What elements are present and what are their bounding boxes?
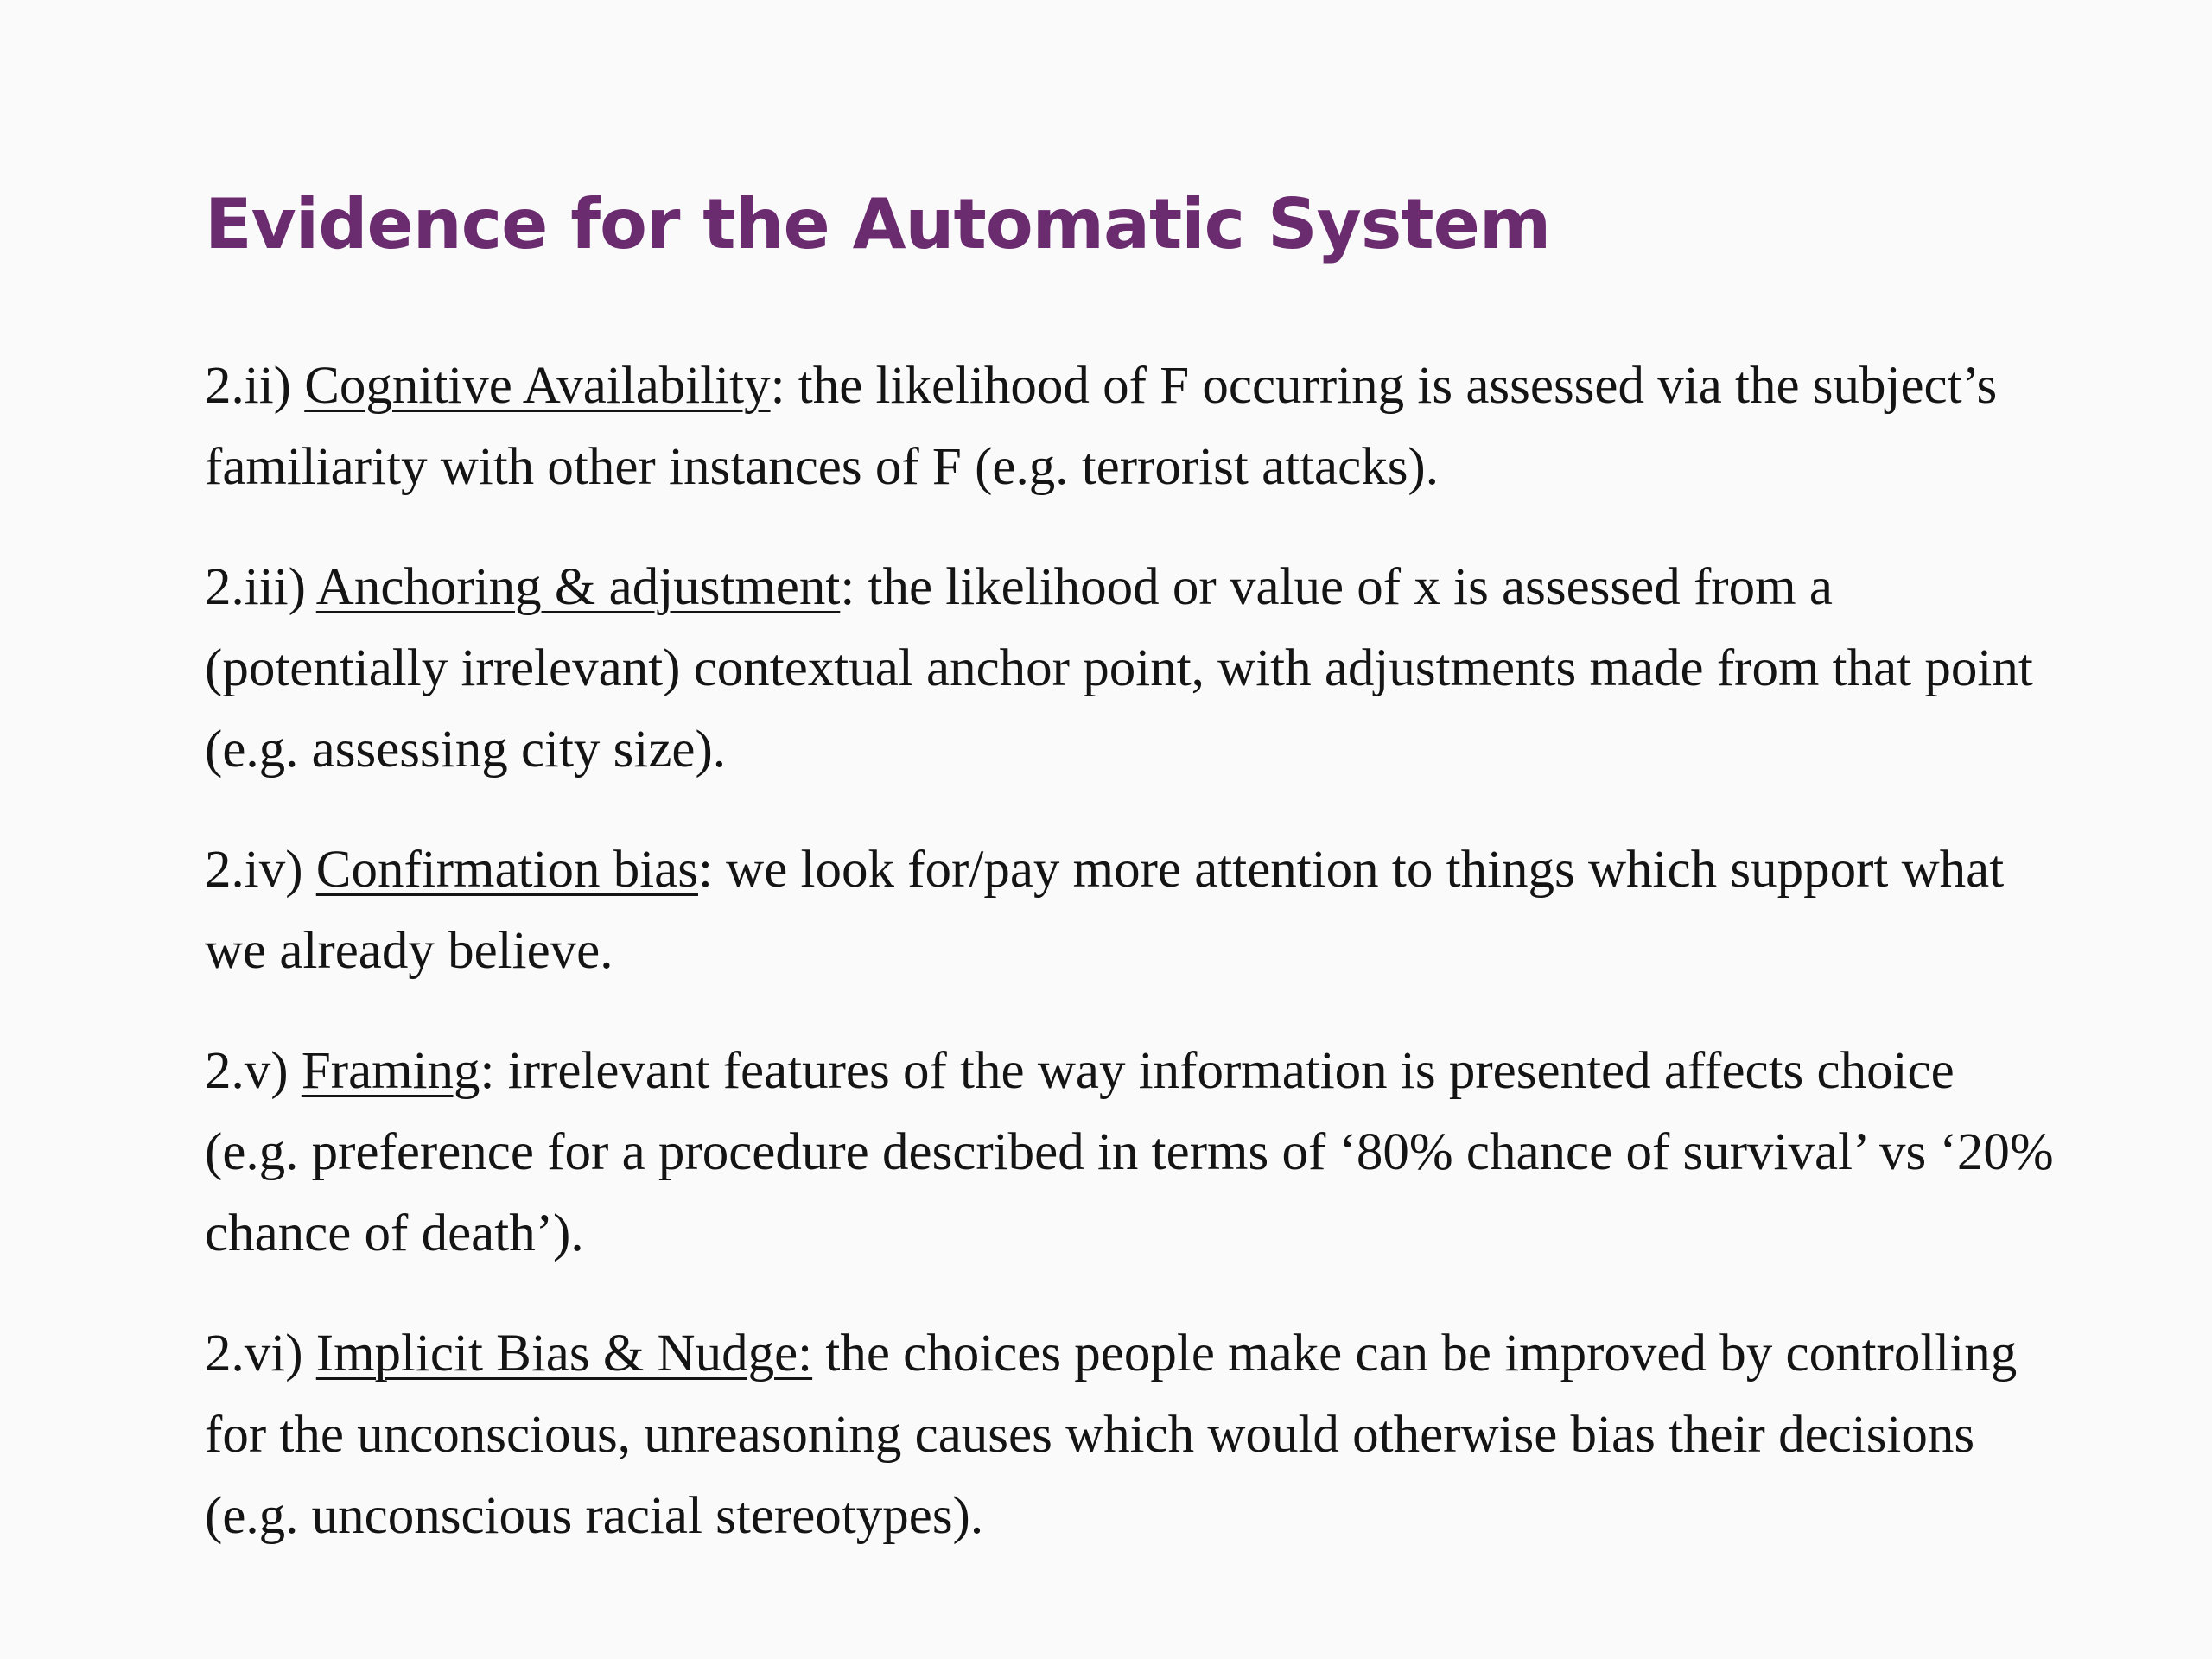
- point-anchoring-adjustment: [205, 547, 2054, 791]
- point-confirmation-bias: [205, 830, 2054, 992]
- point-text: : the likelihood of F occurring is assessed via the subject’s familiarity with other instances of F (e.g. terrorist attacks).: [205, 357, 1998, 496]
- point-text: : irrelevant features of the way information is presented affects choice (e.g. preference for a procedure described in terms of ‘80% chance of survival’ vs ‘20% chance of death’).: [205, 1042, 2054, 1262]
- point-term: Anchoring & adjustment: [315, 558, 841, 616]
- point-number: 2.ii): [205, 357, 305, 415]
- point-number: 2.vi): [205, 1325, 316, 1382]
- point-cognitive-availability: [205, 346, 2054, 508]
- point-framing: [205, 1031, 2054, 1274]
- point-text: the choices people make can be improved by controlling for the unconscious, unreasoning causes which would otherwise bias their decisions (e.g. unconscious racial stereotypes).: [205, 1325, 2018, 1545]
- point-number: 2.v): [205, 1042, 302, 1100]
- point-text: : we look for/pay more attention to things which support what we already believe.: [205, 841, 2005, 980]
- point-number: 2.iv): [205, 841, 316, 899]
- point-implicit-bias-nudge: [205, 1313, 2054, 1557]
- point-text: : the likelihood or value of x is assessed from a (potentially irrelevant) contextual anchor point, with adjustments made from that point (e.g. assessing city size).: [205, 558, 2033, 779]
- point-number: 2.iii): [205, 558, 316, 616]
- point-term: Cognitive Availability: [304, 357, 771, 415]
- point-term: Confirmation bias: [315, 841, 698, 899]
- point-term: Implicit Bias & Nudge:: [315, 1325, 813, 1382]
- slide-title: Evidence for the Automatic System: [205, 184, 1551, 264]
- point-term: Framing: [301, 1042, 480, 1100]
